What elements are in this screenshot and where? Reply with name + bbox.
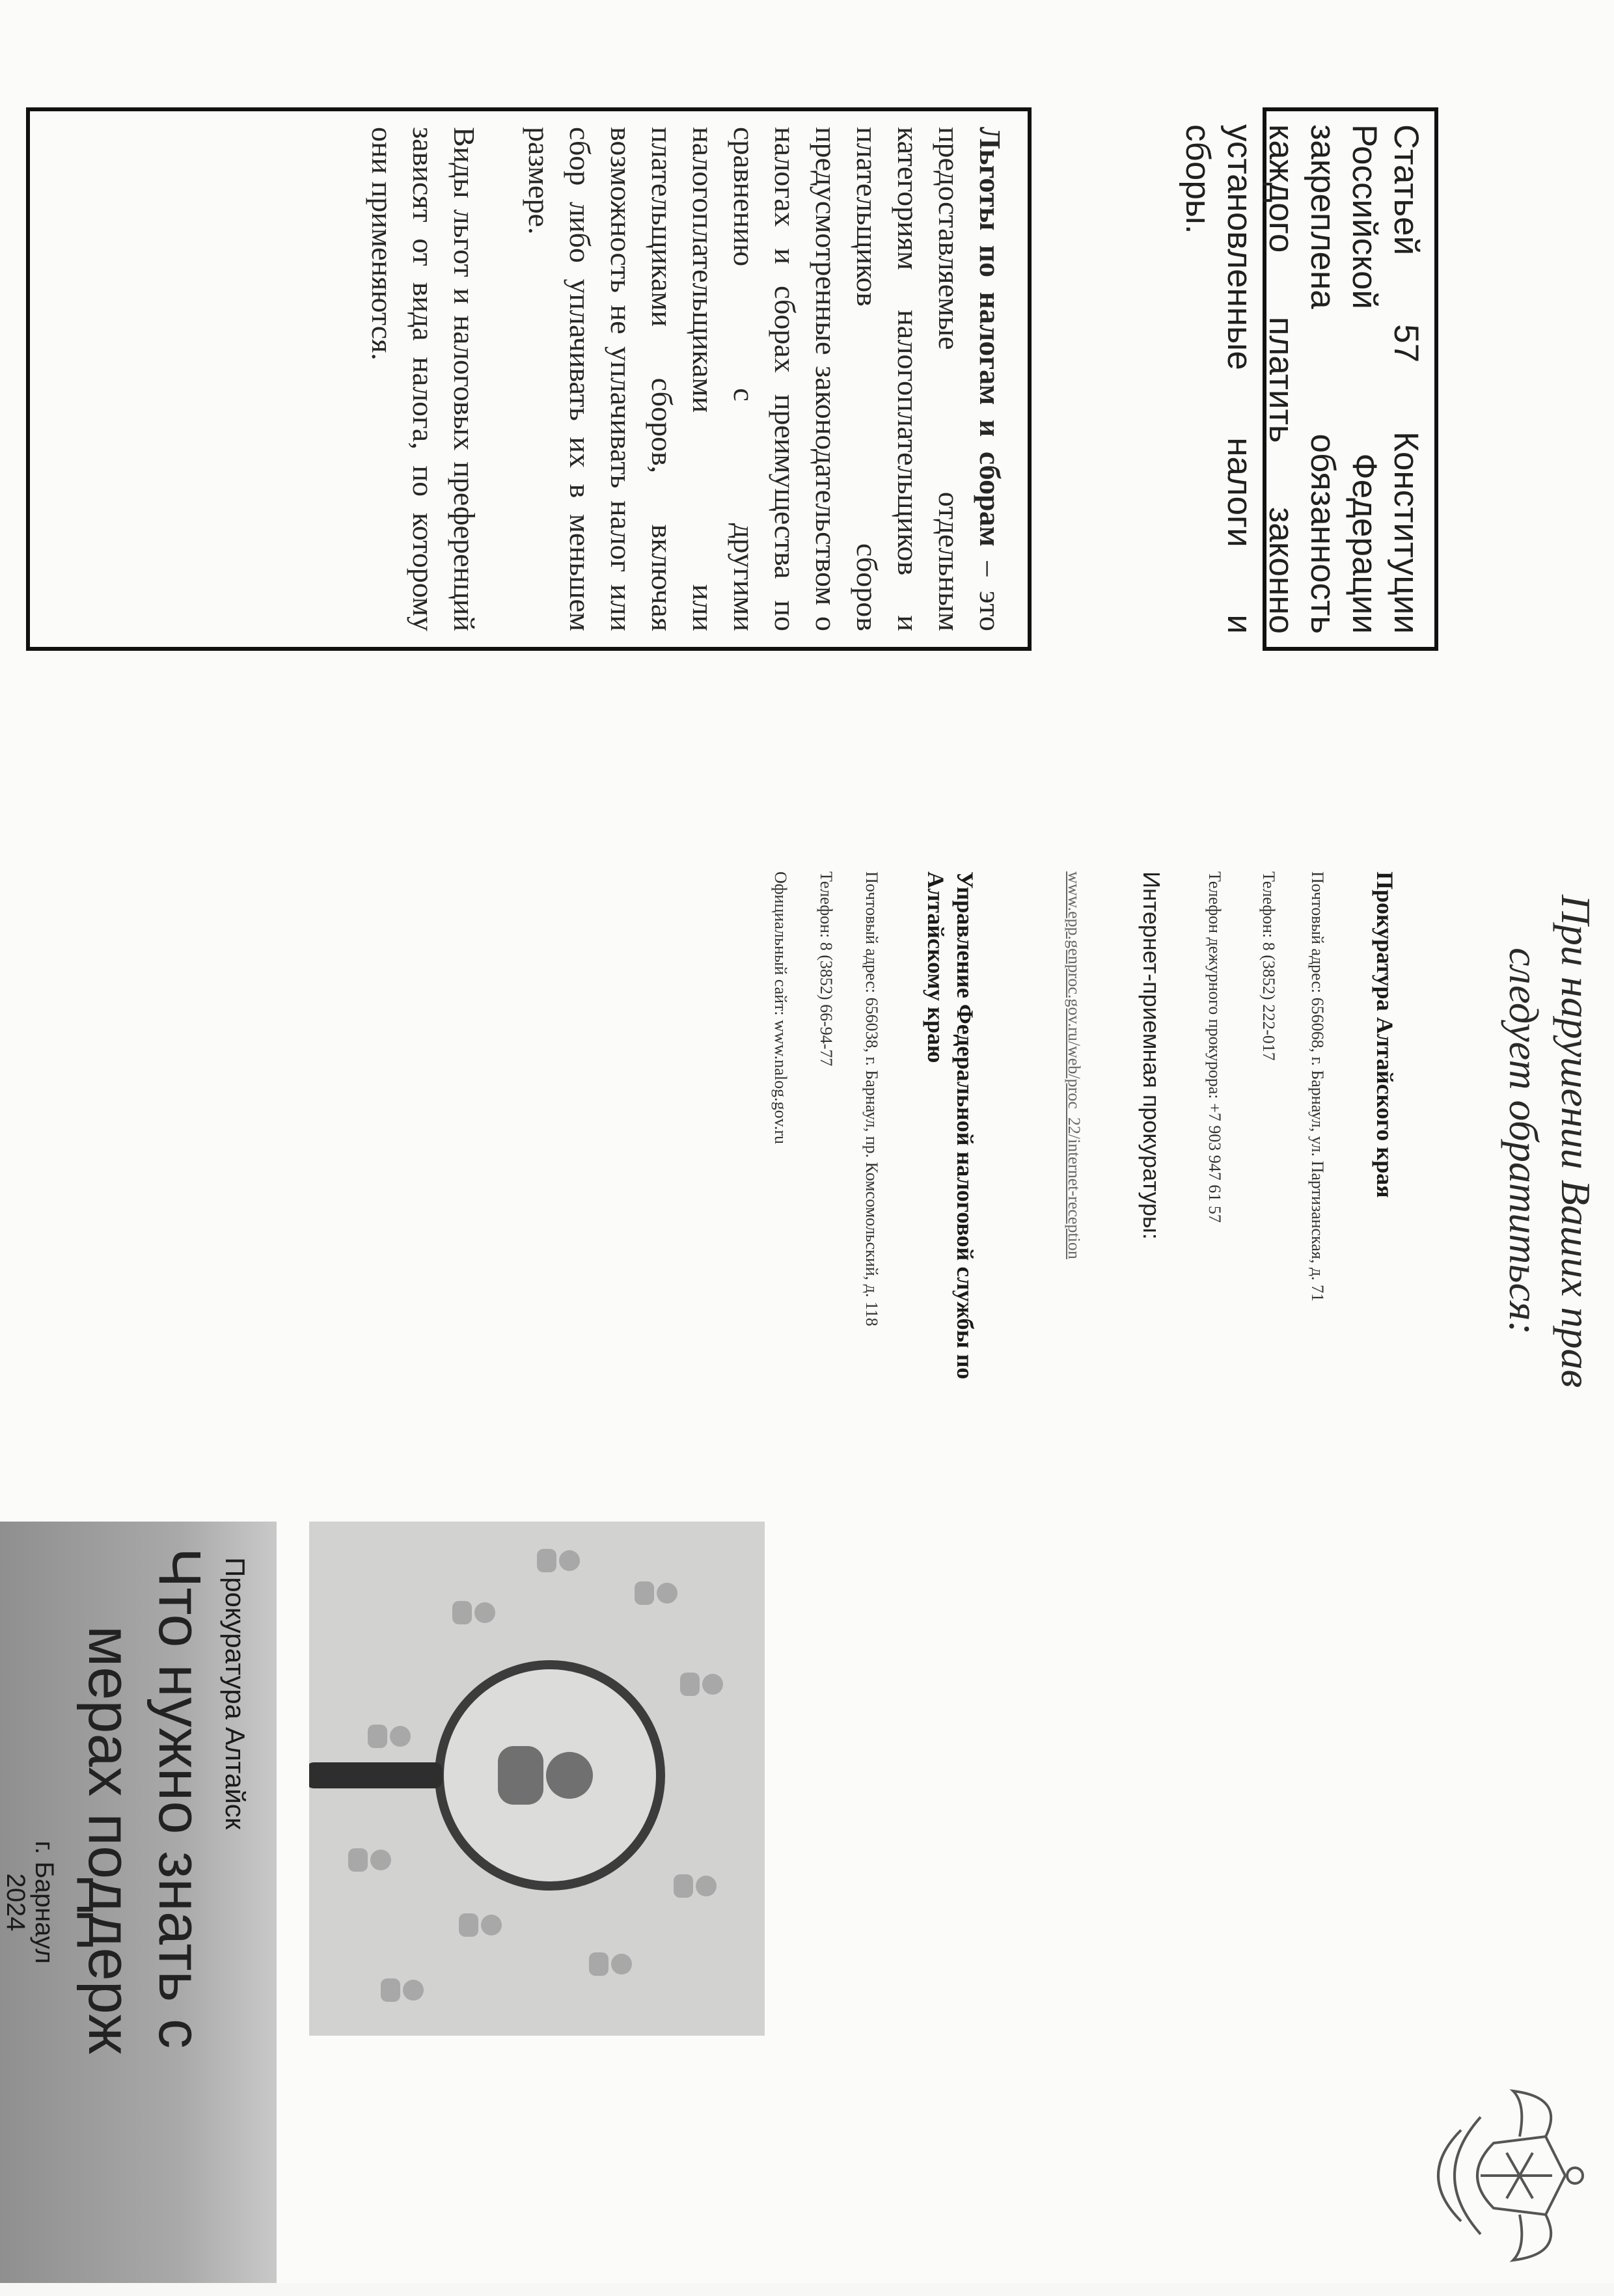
cover-org-name: Прокуратура Алтайск <box>220 1557 251 1830</box>
benefits-term: Льготы по налогам и сборам <box>974 127 1007 547</box>
reception-link[interactable]: www.epp.genproc.gov.ru/web/proc_22/internet-reception <box>1065 871 1084 1259</box>
prosecutor-address: Почтовый адрес: 656068, г. Барнаул, ул. Партизанская, д. 71 <box>1308 871 1327 1302</box>
panel-middle <box>0 761 1614 1522</box>
cover-title-line1: Что нужно знать с <box>146 1548 213 2049</box>
tax-service-phone: Телефон: 8 (3852) 66-94-77 <box>817 871 836 1067</box>
benefits-definition: – это предоставляемые отдельным категориям налогоплательщиков и плательщиков сборов предусмотренные законодательством о налогах и сборах преимущества по сравнению с другими налогоплательщиками или плательщиками сборов, включая возможность не уплачивать налог или сбор либо уплачивать их в меньшем размере. <box>523 127 1007 631</box>
prosecutor-emblem-icon <box>1402 2078 1591 2273</box>
tax-service-address: Почтовый адрес: 656038, г. Барнаул, пр. Комсомольский, д. 118 <box>862 871 881 1326</box>
constitution-box <box>1179 107 1438 651</box>
tax-service-title-line2: Алтайскому краю <box>923 871 949 1063</box>
cover-title-line2: мерах поддерж <box>76 1626 143 2055</box>
reception-title: Интернет-приемная прокуратуры: <box>1138 871 1165 1240</box>
contacts-heading-line1: При нарушении Ваших прав <box>1553 894 1599 1388</box>
constitution-text: Статьей 57 Конституции Российской Федерации закреплена обязанность каждого платить законно установленные налоги и сборы. <box>1179 124 1425 634</box>
cover-title <box>74 1548 215 2296</box>
benefits-box <box>26 107 1032 651</box>
panel-right <box>0 1522 1614 2283</box>
benefits-definition-paragraph <box>519 127 1011 631</box>
prosecutor-phone: Телефон: 8 (3852) 222-017 <box>1259 871 1278 1061</box>
cover-city: г. Барнаул <box>30 1840 59 1964</box>
benefits-types: Виды льгот и налоговых преференций зависят от вида налога, по которому они применяются. <box>366 127 481 631</box>
cover-city-year <box>1 1522 59 2283</box>
prosecutor-duty-phone: Телефон дежурного прокурора: +7 903 947 61 57 <box>1205 871 1224 1223</box>
tax-service-website[interactable]: Официальный сайт: www.nalog.gov.ru <box>771 871 790 1145</box>
contacts-heading-line2: следует обратиться: <box>1501 948 1547 1335</box>
panel-left <box>0 0 1614 761</box>
prosecutor-title: Прокуратура Алтайского края <box>1372 871 1398 1198</box>
tax-service-title-line1: Управление Федеральной налоговой службы по <box>952 871 978 1380</box>
magnifier-people-icon <box>309 1522 765 2036</box>
cover-year: 2024 <box>1 1873 30 1932</box>
